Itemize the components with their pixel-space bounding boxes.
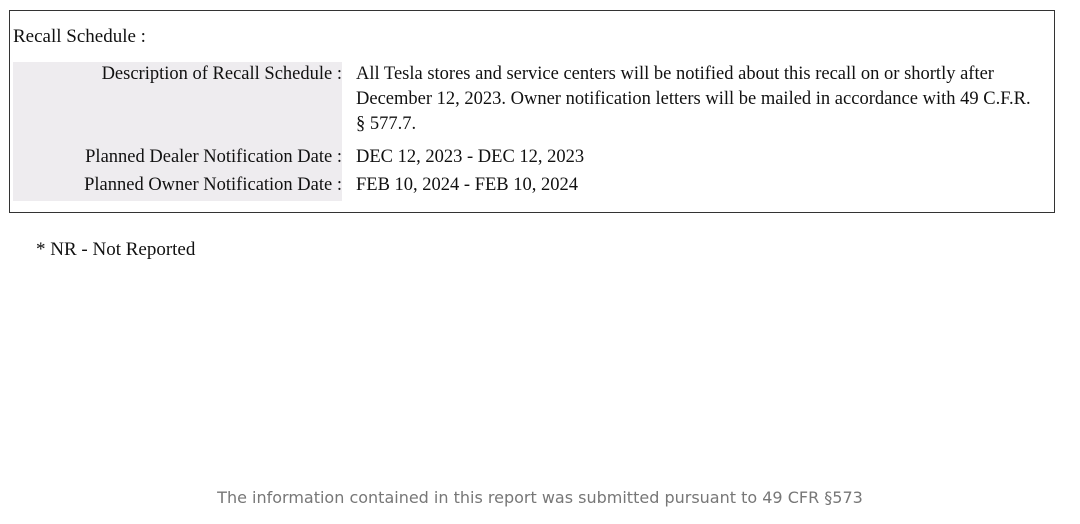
description-label: Description of Recall Schedule :: [101, 64, 342, 84]
row-label: [13, 62, 342, 145]
owner-notification-label: Planned Owner Notification Date :: [84, 175, 342, 195]
page-footer: The information contained in this report was submitted pursuant to 49 CFR §573: [217, 488, 863, 507]
section-title: Recall Schedule :: [13, 26, 146, 47]
row-label: [13, 145, 342, 173]
description-value: All Tesla stores and service centers will be notified about this recall on or shortly after December 12, 2023. Owner notification letters will be mailed in accordance with 49 C.F.R. § 577.7.: [356, 64, 1031, 134]
footnote: * NR - Not Reported: [36, 239, 196, 260]
dealer-notification-value: DEC 12, 2023 - DEC 12, 2023: [356, 147, 585, 167]
row-label: [13, 173, 342, 201]
dealer-notification-label: Planned Dealer Notification Date :: [85, 147, 342, 167]
owner-notification-value: FEB 10, 2024 - FEB 10, 2024: [356, 175, 579, 195]
